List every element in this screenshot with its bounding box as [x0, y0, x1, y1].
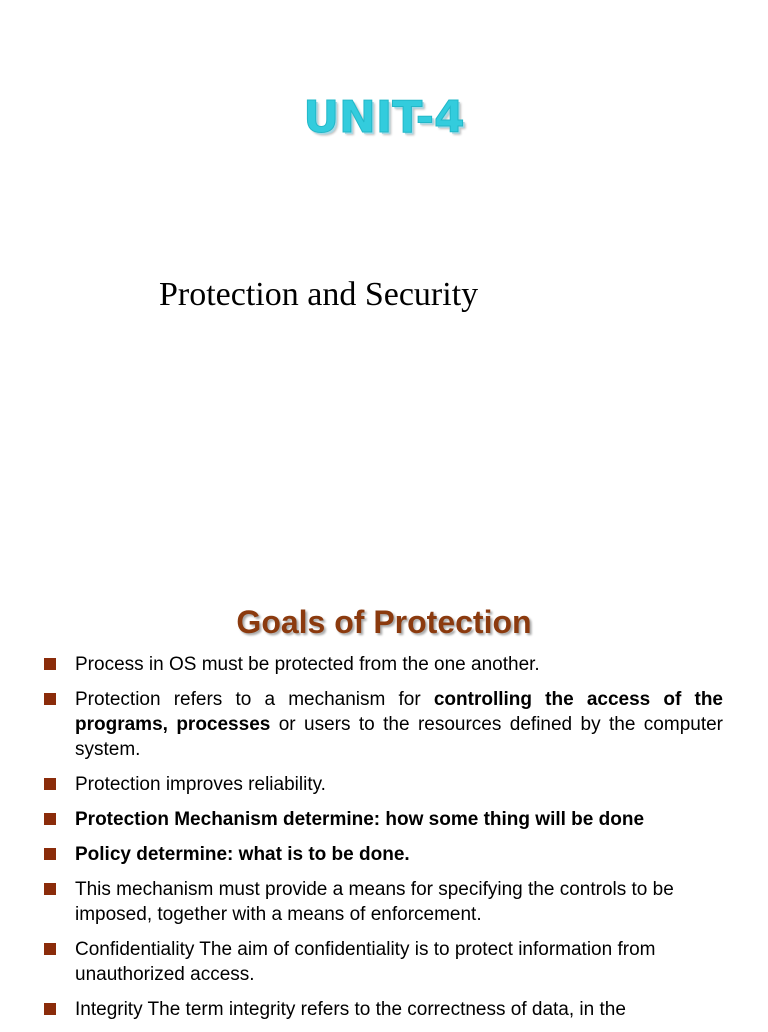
bullet-text: This mechanism must provide a means for specifying the controls to be imposed, together with a means of enforcement. [75, 879, 674, 925]
bullet-item [44, 687, 723, 762]
bullet-text: Protection Mechanism determine: how some thing will be done [75, 809, 645, 830]
bullet-item [44, 842, 723, 867]
bullet-text: Process in OS must be protected from the one another. [75, 654, 540, 675]
bullet-item [44, 937, 723, 987]
square-bullet-icon [44, 778, 56, 790]
unit-title: UNIT-4 [303, 92, 465, 143]
square-bullet-icon [44, 943, 56, 955]
bullet-item [44, 877, 723, 927]
square-bullet-icon [44, 848, 56, 860]
bullet-text-bold: controlling the access of the programs, processes [75, 689, 723, 735]
bullet-text: Confidentiality The aim of confidentiality is to protect information from unauthorized access. [75, 939, 656, 985]
bullet-text: Protection improves reliability. [75, 774, 326, 795]
bullet-text: Policy determine: what is to be done. [75, 844, 410, 865]
square-bullet-icon [44, 658, 56, 670]
bullet-item [44, 772, 723, 797]
square-bullet-icon [44, 813, 56, 825]
bullet-list [44, 652, 723, 1032]
bullet-text: Integrity The term integrity refers to the correctness of data, in the [75, 999, 626, 1020]
bullet-item [44, 807, 723, 832]
slide-subtitle: Protection and Security [159, 276, 479, 313]
square-bullet-icon [44, 1003, 56, 1015]
goals-slide [0, 576, 768, 1024]
square-bullet-icon [44, 883, 56, 895]
bullet-text-post: or users to the resources defined by the computer system. [75, 714, 723, 760]
bullet-text-pre: Protection refers to a mechanism for [75, 689, 434, 710]
bullet-item [44, 997, 723, 1022]
square-bullet-icon [44, 693, 56, 705]
bullet-item [44, 652, 723, 677]
goals-title: Goals of Protection [236, 604, 532, 640]
